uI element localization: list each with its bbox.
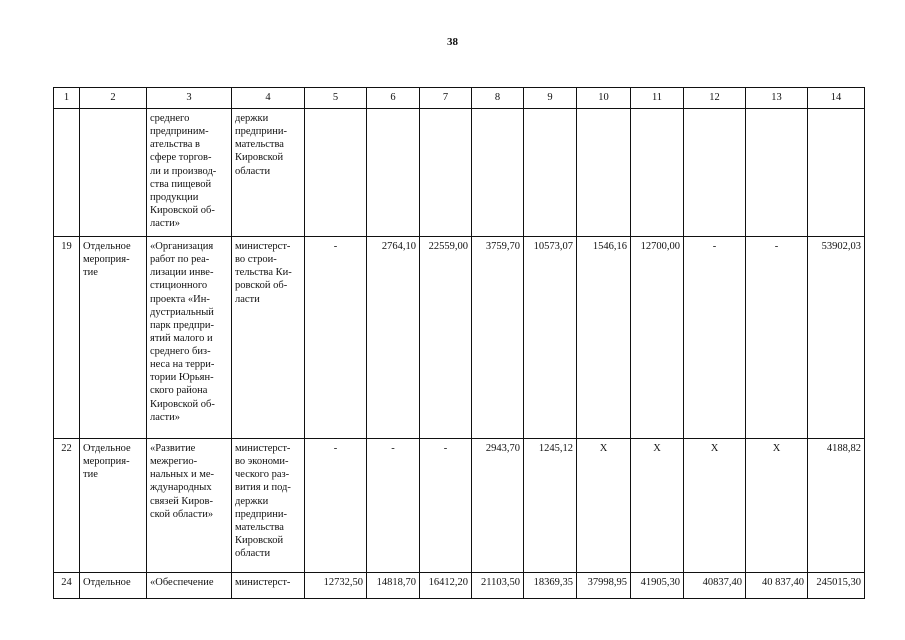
cell-executor: министерст- во экономи- ческого раз- вития и под- держки предприни- мательства Кировской области	[232, 439, 305, 573]
column-header: 10	[577, 88, 631, 109]
cell-value: 1546,16	[577, 237, 631, 439]
column-header: 14	[808, 88, 865, 109]
cell-value: 245015,30	[808, 573, 865, 599]
cell-event-name: «Организация работ по реа- лизации инве- стиционного проекта «Ин- дустриальный парк предпри- ятий малого и среднего биз- неса на терри- тории Юрьян- ского района Кировской об- ласти»	[147, 237, 232, 439]
cell-value: 2764,10	[367, 237, 420, 439]
cell-value	[472, 109, 524, 237]
column-header: 3	[147, 88, 232, 109]
cell-type: Отдельное мероприя- тие	[80, 439, 147, 573]
cell-value: -	[305, 237, 367, 439]
cell-value: X	[746, 439, 808, 573]
cell-value	[746, 109, 808, 237]
cell-value: -	[746, 237, 808, 439]
column-header: 12	[684, 88, 746, 109]
cell-value: 40837,40	[684, 573, 746, 599]
cell-value: 18369,35	[524, 573, 577, 599]
budget-table	[53, 87, 865, 599]
cell-value: X	[577, 439, 631, 573]
cell-value: 53902,03	[808, 237, 865, 439]
cell-event-name: среднего предприним- ательства в сфере торгов- ли и производ- ства пищевой продукции Кировской об- ласти»	[147, 109, 232, 237]
cell-value	[577, 109, 631, 237]
column-header: 7	[420, 88, 472, 109]
cell-value: 10573,07	[524, 237, 577, 439]
table-row	[54, 573, 865, 599]
cell-index: 19	[54, 237, 80, 439]
cell-value: 16412,20	[420, 573, 472, 599]
cell-value	[684, 109, 746, 237]
cell-index: 22	[54, 439, 80, 573]
cell-executor: держки предприни- мательства Кировской области	[232, 109, 305, 237]
cell-value: 3759,70	[472, 237, 524, 439]
page-number: 38	[447, 36, 458, 48]
table-row	[54, 237, 865, 439]
column-header: 4	[232, 88, 305, 109]
cell-event-name: «Обеспечение	[147, 573, 232, 599]
cell-value: 22559,00	[420, 237, 472, 439]
cell-executor: министерст- во строи- тельства Ки- ровской об- ласти	[232, 237, 305, 439]
column-header: 13	[746, 88, 808, 109]
cell-value: -	[420, 439, 472, 573]
column-header: 5	[305, 88, 367, 109]
cell-value: -	[305, 439, 367, 573]
cell-value	[367, 109, 420, 237]
cell-value: X	[684, 439, 746, 573]
cell-value: 21103,50	[472, 573, 524, 599]
cell-value	[305, 109, 367, 237]
cell-value: 41905,30	[631, 573, 684, 599]
column-header: 6	[367, 88, 420, 109]
cell-value: 14818,70	[367, 573, 420, 599]
cell-value: 4188,82	[808, 439, 865, 573]
column-header: 2	[80, 88, 147, 109]
column-header: 11	[631, 88, 684, 109]
cell-type: Отдельное мероприя- тие	[80, 237, 147, 439]
cell-value: 12732,50	[305, 573, 367, 599]
cell-executor: министерст-	[232, 573, 305, 599]
cell-value: -	[684, 237, 746, 439]
cell-value	[524, 109, 577, 237]
table-row	[54, 109, 865, 237]
column-header: 9	[524, 88, 577, 109]
cell-value: 12700,00	[631, 237, 684, 439]
header-row	[54, 88, 865, 109]
cell-value: 40 837,40	[746, 573, 808, 599]
column-header: 8	[472, 88, 524, 109]
cell-value	[808, 109, 865, 237]
cell-index: 24	[54, 573, 80, 599]
cell-index	[54, 109, 80, 237]
table-row	[54, 439, 865, 573]
cell-type: Отдельное	[80, 573, 147, 599]
column-header: 1	[54, 88, 80, 109]
cell-value: 1245,12	[524, 439, 577, 573]
cell-value: 37998,95	[577, 573, 631, 599]
cell-type	[80, 109, 147, 237]
cell-value	[420, 109, 472, 237]
cell-event-name: «Развитие межрегио- нальных и ме- ждународных связей Киров- ской области»	[147, 439, 232, 573]
cell-value: X	[631, 439, 684, 573]
cell-value: -	[367, 439, 420, 573]
cell-value: 2943,70	[472, 439, 524, 573]
cell-value	[631, 109, 684, 237]
